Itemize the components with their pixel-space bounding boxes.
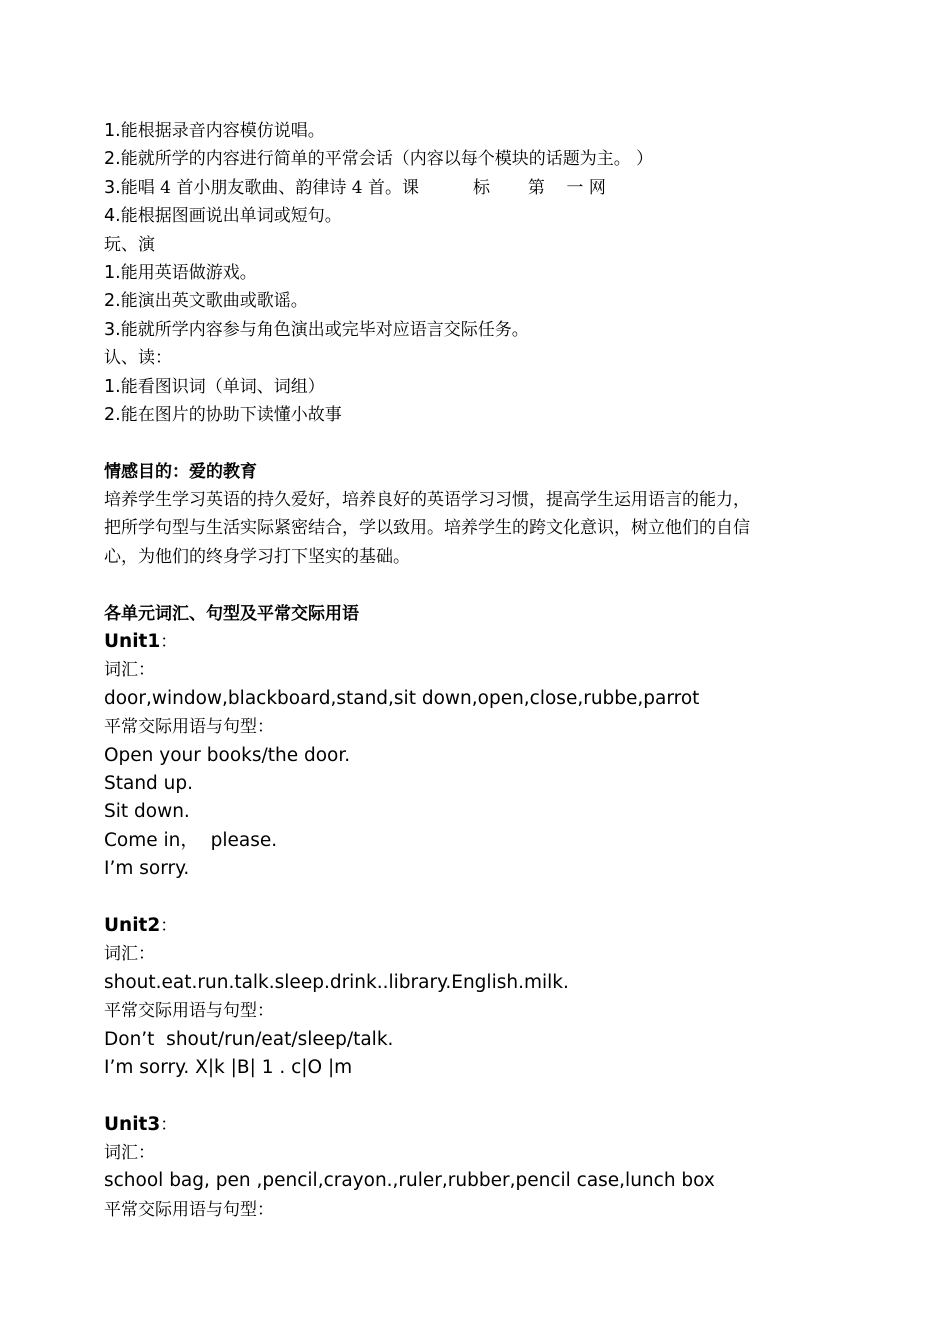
phrase-line: Sit down. — [104, 801, 190, 823]
item-text: 能唱 4 首小朋友歌曲、韵律诗 4 首。课 标 第 一 网 — [120, 177, 606, 198]
item-text: 能在图片的协助下读懂小故事 — [120, 404, 342, 425]
section-label-play: 玩、演 — [104, 234, 155, 255]
document-page — [104, 117, 864, 1224]
item-number: 1. — [104, 376, 121, 397]
item-number: 3. — [104, 177, 121, 198]
vocab-list: school bag, pen ,pencil,crayon.,ruler,rubber,pencil case,lunch box — [104, 1170, 715, 1192]
objective-line — [104, 401, 864, 429]
unit-title — [104, 628, 864, 656]
unit-title — [104, 912, 864, 940]
vocab-label: 词汇： — [104, 660, 155, 681]
item-number: 1. — [104, 262, 121, 283]
unit-title-text: Unit1 — [104, 631, 161, 653]
objective-line — [104, 316, 864, 344]
phrases-label: 平常交际用语与句型： — [104, 1199, 274, 1220]
item-text: 能根据图画说出单词或短句。 — [120, 206, 342, 227]
unit-title-colon: ： — [160, 1114, 178, 1135]
phrase-line: Don’t shout/run/eat/sleep/talk. — [104, 1028, 394, 1050]
emotion-paragraph-line: 把所学句型与生活实际紧密结合，学以致用。培养学生的跨文化意识，树立他们的自信 — [104, 518, 750, 539]
item-text: 能看图识词（单词、词组） — [120, 376, 325, 397]
unit-title — [104, 1111, 864, 1139]
item-text: 能就所学的内容进行简单的平常会话（内容以每个模块的话题为主。 ） — [120, 149, 654, 170]
phrase-line: Stand up. — [104, 772, 194, 794]
unit-title-colon: ： — [160, 915, 178, 936]
phrase-line: Open your books/the door. — [104, 744, 351, 766]
objective-line — [104, 174, 864, 202]
spacer — [104, 884, 864, 912]
unit-title-colon: ： — [160, 632, 178, 653]
phrase-line: I’m sorry. — [104, 858, 190, 880]
vocab-list: door,window,blackboard,stand,sit down,open,close,rubbe,parrot — [104, 687, 700, 709]
emotion-paragraph-line: 心，为他们的终身学习打下坚实的基础。 — [104, 546, 410, 567]
phrase-line: I’m sorry. X|k |B| 1 . c|O |m — [104, 1056, 353, 1078]
objective-line — [104, 287, 864, 315]
item-number: 4. — [104, 206, 121, 227]
item-text: 能就所学内容参与角色演出或完毕对应语言交际任务。 — [120, 319, 529, 340]
item-number: 1. — [104, 121, 121, 141]
units-heading: 各单元词汇、句型及平常交际用语 — [104, 603, 359, 624]
spacer — [104, 429, 864, 457]
item-text: 能根据录音内容模仿说唱。 — [120, 121, 325, 141]
unit-title-text: Unit2 — [104, 914, 161, 936]
vocab-list: shout.eat.run.talk.sleep.drink..library.English.milk. — [104, 971, 569, 993]
phrase-line: Come in， please. — [104, 829, 278, 851]
objective-line — [104, 117, 864, 145]
objective-line — [104, 145, 864, 173]
section-label-read: 认、读： — [104, 348, 172, 369]
unit-title-text: Unit3 — [104, 1113, 161, 1135]
item-text: 能演出英文歌曲或歌谣。 — [120, 291, 308, 312]
spacer — [104, 571, 864, 599]
item-number: 2. — [104, 404, 121, 425]
spacer — [104, 1082, 864, 1110]
phrases-label: 平常交际用语与句型： — [104, 717, 274, 738]
emotion-heading: 情感目的：爱的教育 — [104, 461, 257, 482]
item-number: 2. — [104, 149, 121, 170]
phrases-label: 平常交际用语与句型： — [104, 1001, 274, 1022]
objective-line — [104, 202, 864, 230]
objective-line — [104, 373, 864, 401]
vocab-label: 词汇： — [104, 944, 155, 965]
vocab-label: 词汇： — [104, 1143, 155, 1164]
item-number: 2. — [104, 291, 121, 312]
item-number: 3. — [104, 319, 121, 340]
objective-line — [104, 259, 864, 287]
item-text: 能用英语做游戏。 — [120, 262, 257, 283]
emotion-paragraph-line: 培养学生学习英语的持久爱好，培养良好的英语学习习惯，提高学生运用语言的能力， — [104, 490, 750, 511]
